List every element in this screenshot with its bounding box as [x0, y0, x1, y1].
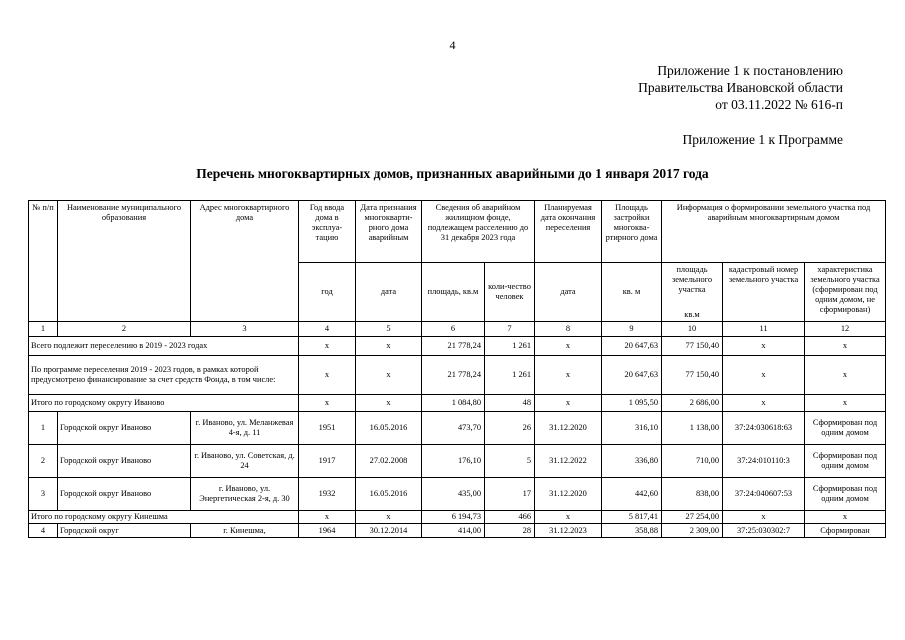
cell-land-char: Сформирован под одним домом [805, 478, 886, 511]
header-housing-info: Сведения об аварийном жилищном фонде, подлежащем расселению до 31 декабря 2023 года [422, 201, 535, 263]
cell-municipality: Городской округ Иваново [58, 478, 191, 511]
cell-year: 1932 [299, 478, 356, 511]
cell-date: 30.12.2014 [356, 524, 422, 538]
cell-municipality: Городской округ [58, 524, 191, 538]
summary-row-kineshma [29, 511, 886, 524]
cell-end-date: 31.12.2023 [535, 524, 602, 538]
cell-date: 16.05.2016 [356, 478, 422, 511]
header-unit-date: дата [535, 263, 602, 322]
summary-row-total [29, 337, 886, 356]
cell-no: 1 [29, 412, 58, 445]
cell-land-area: 27 254,00 [662, 511, 723, 524]
cell-date: x [356, 356, 422, 395]
header-land-info: Информация о формировании земельного участка под аварийным многоквартирным домом [662, 201, 886, 263]
appendix-header [638, 62, 843, 113]
cell-end-date: 31.12.2020 [535, 412, 602, 445]
cell-land-area: 2 309,00 [662, 524, 723, 538]
cell-cadastral: x [723, 337, 805, 356]
header-unit-date: дата [356, 263, 422, 322]
header-built-area: Площадь застройки многоква-ртирного дома [602, 201, 662, 263]
header-land-area [662, 263, 723, 322]
cell-end-date: x [535, 337, 602, 356]
cell-land-char: x [805, 356, 886, 395]
cell-year: x [299, 395, 356, 412]
column-number-row [29, 322, 886, 337]
table-row [29, 412, 886, 445]
cell-year: x [299, 356, 356, 395]
header-planned-date: Планируемая дата окончания переселения [535, 201, 602, 263]
header-emergency-date: Дата признания многокварти-рного дома аварийным [356, 201, 422, 263]
cell-land-char: Сформирован под одним домом [805, 412, 886, 445]
cell-cadastral: x [723, 395, 805, 412]
cell-people: 28 [485, 524, 535, 538]
cell-area: 176,10 [422, 445, 485, 478]
cell-built-area: 358,88 [602, 524, 662, 538]
cell-people: 1 261 [485, 337, 535, 356]
cell-area: 435,00 [422, 478, 485, 511]
column-number: 7 [485, 322, 535, 337]
cell-land-char: x [805, 511, 886, 524]
table-row [29, 478, 886, 511]
column-number: 3 [191, 322, 299, 337]
appendix-header-line3: от 03.11.2022 № 616-п [715, 97, 843, 112]
table-row [29, 524, 886, 538]
column-number: 4 [299, 322, 356, 337]
header-address: Адрес многоквартирного дома [191, 201, 299, 322]
cell-land-area: 838,00 [662, 478, 723, 511]
cell-built-area: 20 647,63 [602, 337, 662, 356]
cell-municipality: Городской округ Иваново [58, 412, 191, 445]
cell-land-area: 710,00 [662, 445, 723, 478]
summary-row-program [29, 356, 886, 395]
cell-area: 414,00 [422, 524, 485, 538]
column-number: 6 [422, 322, 485, 337]
cell-people: 17 [485, 478, 535, 511]
cell-cadastral: 37:25:030302:7 [723, 524, 805, 538]
cell-cadastral: x [723, 511, 805, 524]
summary-label: Итого по городскому округу Кинешма [29, 511, 299, 524]
cell-end-date: x [535, 395, 602, 412]
summary-label: По программе переселения 2019 - 2023 годов, в рамках которой предусмотрено финансирование за счет средств Фонда, в том числе: [29, 356, 299, 395]
cell-area: 21 778,24 [422, 356, 485, 395]
program-appendix: Приложение 1 к Программе [682, 132, 843, 147]
header-municipality: Наименование муниципального образования [58, 201, 191, 322]
cell-year: x [299, 511, 356, 524]
cell-land-area: 77 150,40 [662, 337, 723, 356]
cell-people: 26 [485, 412, 535, 445]
summary-label: Итого по городскому округу Иваново [29, 395, 299, 412]
appendix-header-line2: Правительства Ивановской области [638, 80, 843, 95]
header-row [29, 201, 886, 263]
column-number: 5 [356, 322, 422, 337]
header-land-area-label: площадь земельного участка [671, 265, 713, 294]
page-number: 4 [449, 38, 456, 52]
cell-no: 2 [29, 445, 58, 478]
cell-date: x [356, 395, 422, 412]
table-row [29, 445, 886, 478]
cell-people: 1 261 [485, 356, 535, 395]
cell-year: 1917 [299, 445, 356, 478]
column-number: 12 [805, 322, 886, 337]
cell-no: 4 [29, 524, 58, 538]
header-unit-sqm: кв. м [602, 263, 662, 322]
document-title: Перечень многоквартирных домов, признанных аварийными до 1 января 2017 года [196, 166, 709, 181]
cell-land-char: x [805, 337, 886, 356]
cell-date: x [356, 511, 422, 524]
cell-land-area: 77 150,40 [662, 356, 723, 395]
cell-cadastral: 37:24:010110:3 [723, 445, 805, 478]
cell-built-area: 336,80 [602, 445, 662, 478]
cell-address: г. Иваново, ул. Энергетическая 2-я, д. 30 [191, 478, 299, 511]
cell-date: 27.02.2008 [356, 445, 422, 478]
cell-year: 1964 [299, 524, 356, 538]
cell-built-area: 316,10 [602, 412, 662, 445]
column-number: 1 [29, 322, 58, 337]
cell-area: 21 778,24 [422, 337, 485, 356]
cell-land-area: 2 686,00 [662, 395, 723, 412]
cell-cadastral: 37:24:040607:53 [723, 478, 805, 511]
cell-cadastral: 37:24:030618:63 [723, 412, 805, 445]
cell-land-char: Сформирован под одним домом [805, 445, 886, 478]
cell-land-char: Сформирован [805, 524, 886, 538]
cell-end-date: x [535, 356, 602, 395]
header-unit-count: коли-чество человек [485, 263, 535, 322]
cell-built-area: 442,60 [602, 478, 662, 511]
cell-address: г. Иваново, ул. Советская, д. 24 [191, 445, 299, 478]
cell-municipality: Городской округ Иваново [58, 445, 191, 478]
column-number: 2 [58, 322, 191, 337]
cell-address: г. Кинешма, [191, 524, 299, 538]
appendix-header-line1: Приложение 1 к постановлению [657, 63, 843, 78]
summary-label: Всего подлежит переселению в 2019 - 2023 годах [29, 337, 299, 356]
header-year-built: Год ввода дома в эксплуа-тацию [299, 201, 356, 263]
cell-people: 48 [485, 395, 535, 412]
cell-people: 5 [485, 445, 535, 478]
cell-area: 6 194,73 [422, 511, 485, 524]
housing-register-table [28, 200, 886, 538]
summary-row-ivanovo [29, 395, 886, 412]
header-land-char: характеристика земельного участка (сформирован под одним домом, не сформирован) [805, 263, 886, 322]
cell-address: г. Иваново, ул. Меланжевая 4-я, д. 11 [191, 412, 299, 445]
column-number: 9 [602, 322, 662, 337]
cell-year: 1951 [299, 412, 356, 445]
cell-year: x [299, 337, 356, 356]
cell-date: x [356, 337, 422, 356]
cell-end-date: 31.12.2020 [535, 478, 602, 511]
cell-built-area: 1 095,50 [602, 395, 662, 412]
cell-built-area: 20 647,63 [602, 356, 662, 395]
cell-built-area: 5 817,41 [602, 511, 662, 524]
header-no: № п/п [29, 201, 58, 322]
cell-land-area: 1 138,00 [662, 412, 723, 445]
header-unit-year: год [299, 263, 356, 322]
column-number: 8 [535, 322, 602, 337]
cell-cadastral: x [723, 356, 805, 395]
cell-area: 1 084,80 [422, 395, 485, 412]
header-cadastral: кадастровый номер земельного участка [723, 263, 805, 322]
header-unit-sqm2: кв.м [684, 310, 700, 319]
cell-end-date: 31.12.2022 [535, 445, 602, 478]
header-unit-area: площадь, кв.м [422, 263, 485, 322]
column-number: 11 [723, 322, 805, 337]
cell-end-date: x [535, 511, 602, 524]
cell-no: 3 [29, 478, 58, 511]
cell-people: 466 [485, 511, 535, 524]
cell-date: 16.05.2016 [356, 412, 422, 445]
column-number: 10 [662, 322, 723, 337]
cell-land-char: x [805, 395, 886, 412]
cell-area: 473,70 [422, 412, 485, 445]
